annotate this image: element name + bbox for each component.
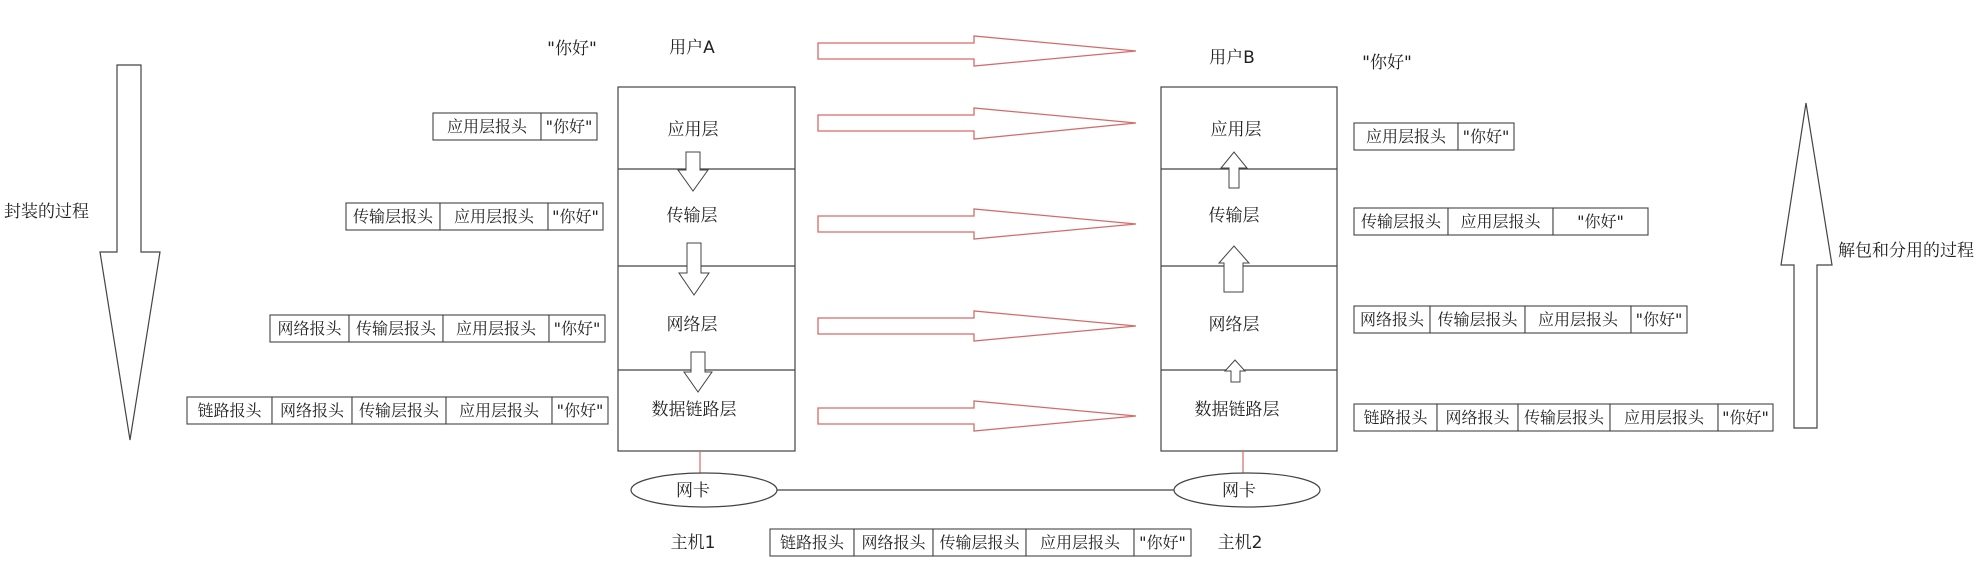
host-b-stack [1161,87,1337,451]
right-packet-1-app-header-label: 应用层报头 [1365,127,1447,146]
wire-packet-app-header-label: 应用层报头 [1039,533,1121,552]
host-2-label: 主机2 [1217,533,1263,553]
left-packet-4-app-header-label: 应用层报头 [458,401,540,420]
left-packet-2-data-label: "你好" [552,207,599,226]
right-packet-4-link-header-label: 链路报头 [1363,408,1428,427]
wire-packet-data-label: "你好" [1139,533,1186,552]
wire-packet-link-header-label: 链路报头 [779,533,845,552]
host-a-stack [618,87,795,451]
host-a-stack-frame [618,87,795,451]
left-packet-4-transport-header-label: 传输层报头 [358,401,440,420]
right-packet-1-data-label: "你好" [1462,127,1510,146]
user-b-data: "你好" [1362,53,1412,73]
decapsulation-label: 解包和分用的过程 [1838,241,1974,261]
left-packet-4-data-label: "你好" [556,401,604,420]
user-a-data: "你好" [547,39,597,59]
right-packet-4-data-label: "你好" [1722,408,1769,427]
left-packet-2-app-header-label: 应用层报头 [453,207,535,226]
left-packet-3-app-header-label: 应用层报头 [455,319,537,338]
left-packet-3-transport-header-label: 传输层报头 [355,319,437,338]
host-a-nic-label: 网卡 [676,481,710,501]
encapsulation-down-arrow [100,65,160,440]
left-packet-3-data-label: "你好" [553,319,601,338]
peer-arrow-network [818,311,1136,341]
left-packet-1-data-label: "你好" [545,117,593,136]
peer-arrow-user [818,36,1136,66]
host-a-layer-transport: 传输层 [666,206,718,226]
host-b-layer-datalink: 数据链路层 [1194,400,1280,420]
right-packet-4-network-header-label: 网络报头 [1445,408,1510,427]
right-packet-3-network-header-label: 网络报头 [1359,310,1425,329]
left-packet-4-link-header-label: 链路报头 [197,401,262,420]
peer-arrow-datalink [818,401,1136,431]
host-b-nic-label: 网卡 [1222,481,1256,501]
right-packet-3-data-label: "你好" [1635,310,1683,329]
left-packet-2-transport-header-label: 传输层报头 [352,207,434,226]
host-b-stack-frame [1161,87,1337,451]
right-packet-2-app-header-label: 应用层报头 [1460,212,1541,231]
host-b-layer-application: 应用层 [1210,120,1262,140]
right-packet-2-data-label: "你好" [1577,212,1624,231]
wire-packet-network-header-label: 网络报头 [861,533,926,552]
host-a-layer-network: 网络层 [666,315,718,335]
user-a-label: 用户A [669,38,715,58]
peer-arrows [818,36,1136,431]
host-a-layer-datalink: 数据链路层 [651,400,737,420]
host-b-layer-network: 网络层 [1208,315,1260,335]
host-1-label: 主机1 [670,533,716,553]
user-b-label: 用户B [1209,48,1255,68]
host-b-layer-transport: 传输层 [1208,206,1260,226]
peer-arrow-application [818,108,1136,139]
left-packet-3-network-header-label: 网络报头 [277,319,342,338]
decapsulation-up-arrow [1781,103,1832,428]
right-packet-3-transport-header-label: 传输层报头 [1437,310,1518,329]
encapsulation-label: 封装的过程 [4,202,89,222]
right-packet-4-app-header-label: 应用层报头 [1623,408,1705,427]
right-packet-3-app-header-label: 应用层报头 [1537,310,1619,329]
right-packet-2-transport-header-label: 传输层报头 [1360,212,1442,231]
wire-packet-transport-header-label: 传输层报头 [939,533,1020,552]
left-packet-1-app-header-label: 应用层报头 [446,117,528,136]
host-a-layer-application: 应用层 [667,120,719,140]
left-packet-4-network-header-label: 网络报头 [279,401,345,420]
peer-arrow-transport [818,209,1136,239]
right-packet-4-transport-header-label: 传输层报头 [1523,408,1605,427]
